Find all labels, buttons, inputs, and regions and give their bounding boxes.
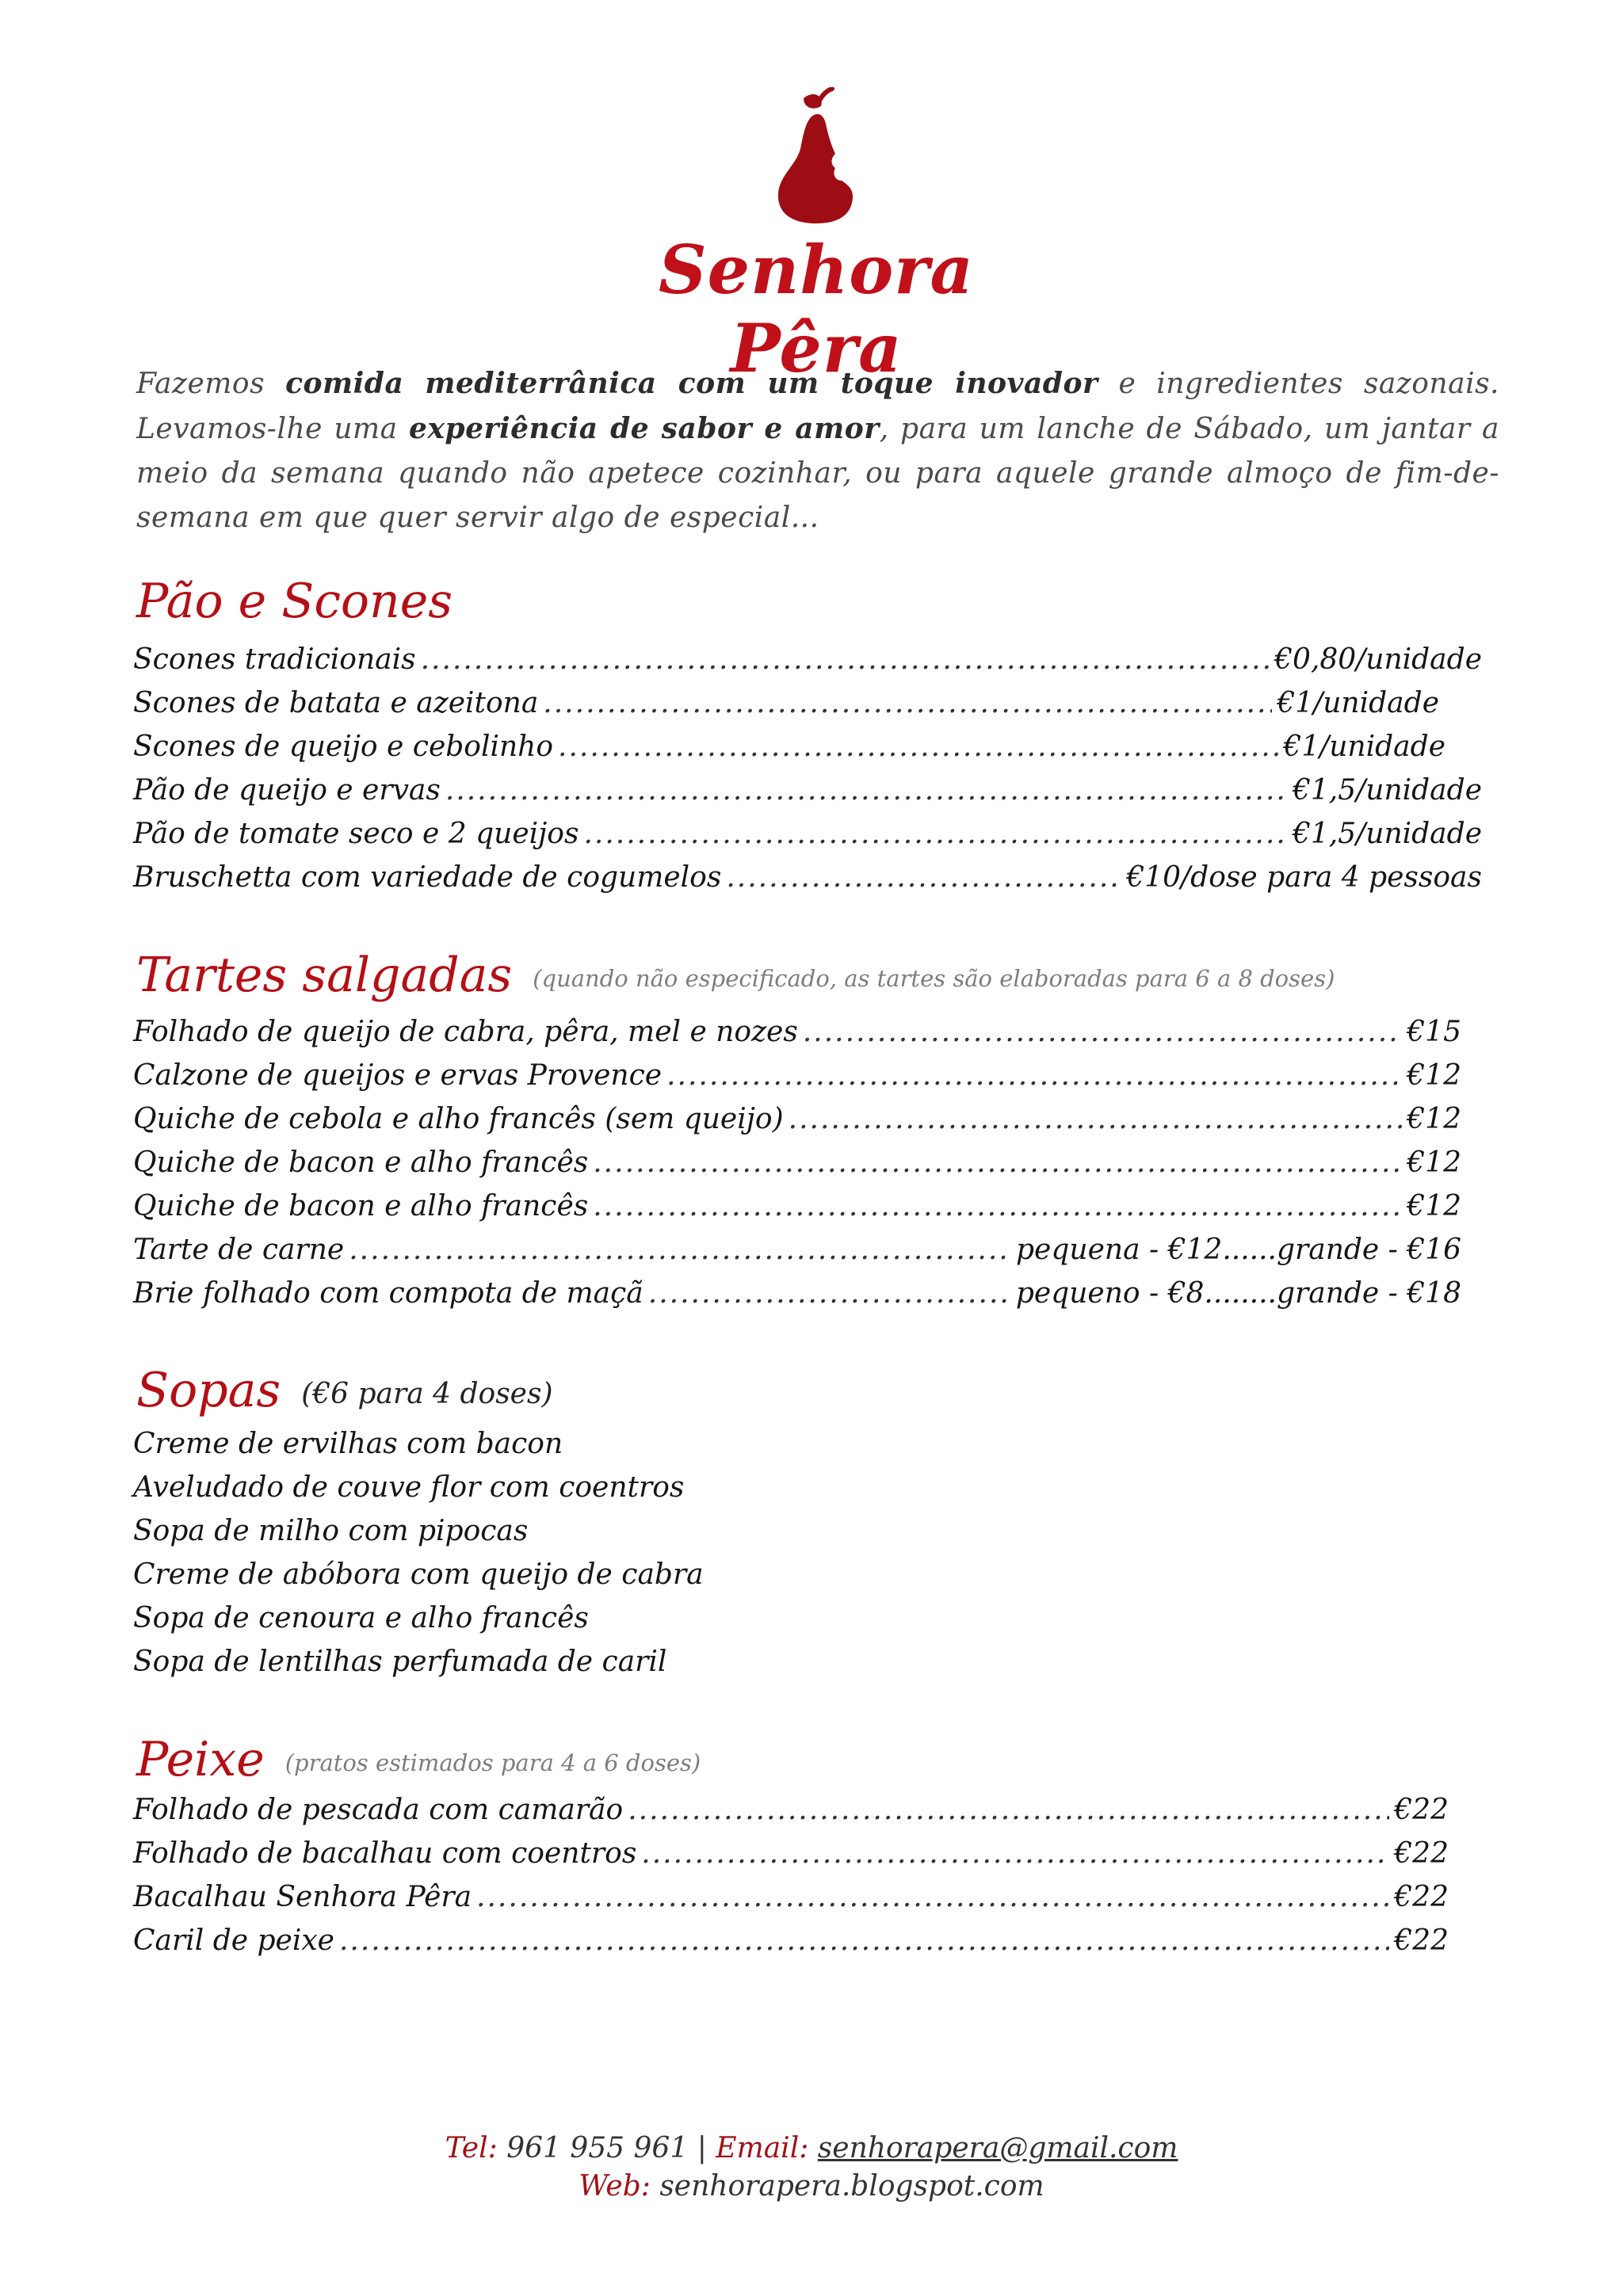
menu-item [133,1234,1461,1277]
pear-logo-icon [769,87,864,226]
item-name: Folhado de bacalhau com coentros [133,1837,637,1870]
leader-dots [339,1924,1389,1957]
leader-dots [558,730,1278,763]
leader-dots [583,818,1288,850]
item-name: Quiche de cebola e alho francês (sem queijo) [133,1103,784,1135]
item-price: pequena - €12......grande - €16 [1016,1234,1461,1266]
item-name: Quiche de bacon e alho francês [133,1190,589,1222]
menu-item: Creme de ervilhas com bacon [133,1428,563,1460]
menu-item [133,774,1482,818]
email-link[interactable]: senhorapera@gmail.com [817,2132,1178,2164]
menu-item: Sopa de cenoura e alho francês [133,1602,589,1634]
section-list-peixe [133,1794,1449,1968]
email-label: Email: [716,2132,809,2164]
menu-item [133,1794,1449,1837]
menu-item [133,643,1482,687]
leader-dots [648,1277,1011,1310]
section-title-text: Tartes salgadas [136,948,513,1003]
item-price: €10/dose para 4 pessoas [1126,861,1482,894]
item-price: €22 [1394,1881,1449,1913]
leader-dots [349,1234,1011,1266]
item-price: €1/unidade [1277,687,1439,719]
item-price: €15 [1407,1016,1461,1048]
item-name: Folhado de pescada com camarão [133,1794,624,1826]
item-name: Scones de queijo e cebolinho [133,730,554,763]
menu-item [133,1277,1461,1321]
item-price: €22 [1394,1837,1449,1870]
menu-item [133,818,1482,861]
leader-dots [666,1059,1402,1092]
item-name: Pão de tomate seco e 2 queijos [133,818,579,850]
leader-dots [641,1837,1389,1870]
section-title-sopas [136,1363,553,1418]
section-list-sopas [133,1428,704,1689]
section-note: (quando não especificado, as tartes são elaboradas para 6 a 8 doses) [533,965,1335,993]
item-name: Bacalhau Senhora Pêra [133,1881,472,1913]
leader-dots [543,687,1272,719]
leader-dots [593,1146,1402,1179]
section-list-pao [133,643,1482,905]
item-price: €22 [1394,1924,1449,1957]
menu-item [133,1146,1461,1190]
menu-item [133,1059,1461,1103]
menu-item: Sopa de milho com pipocas [133,1515,529,1547]
item-price: €1,5/unidade [1292,774,1482,807]
menu-item [133,1837,1449,1881]
leader-dots [726,861,1121,894]
leader-dots [628,1794,1389,1826]
menu-item [133,730,1445,774]
menu-item [133,1190,1461,1234]
item-name: Tarte de carne [133,1234,345,1266]
section-note: (pratos estimados para 4 a 6 doses) [285,1749,701,1777]
leader-dots [476,1881,1389,1913]
item-name: Quiche de bacon e alho francês [133,1146,589,1179]
intro-text: , para um lanche de Sábado, um jantar a meio da semana quando não apetece cozinhar, ou para aquele grande almoço de fim-de-semana em que quer servir algo de especial... [136,413,1500,534]
intro-text: e ingredientes sazonais. Levamos-lhe uma [136,368,1500,445]
web-label: Web: [579,2170,651,2203]
section-note: (€6 para 4 doses) [301,1377,553,1410]
leader-dots [593,1190,1402,1222]
item-price: €0,80/unidade [1274,643,1482,676]
menu-item [133,861,1482,905]
leader-dots [421,643,1270,676]
contact-footer [0,2130,1623,2206]
item-name: Calzone de queijos e ervas Provence [133,1059,663,1092]
item-name: Scones de batata e azeitona [133,687,539,719]
leader-dots [445,774,1288,807]
menu-item: Sopa de lentilhas perfumada de caril [133,1646,667,1678]
item-name: Caril de peixe [133,1924,334,1957]
menu-item: Creme de abóbora com queijo de cabra [133,1558,704,1591]
item-price: pequeno - €8........grande - €18 [1015,1277,1461,1310]
header-logo [618,87,1014,387]
tel-value: 961 955 961 [506,2132,689,2164]
brand-name: Senhora Pêra [659,231,974,387]
section-title-pao: Pão e Scones [136,574,453,629]
item-price: €12 [1407,1190,1461,1222]
intro-highlight: comida mediterrânica com um toque inovador [285,367,1098,400]
section-title-text: Sopas [136,1363,281,1418]
item-price: €12 [1407,1103,1461,1135]
section-title-tartes [136,948,1335,1003]
tel-label: Tel: [445,2132,498,2164]
footer-separator: | [697,2132,707,2164]
item-price: €12 [1407,1059,1461,1092]
menu-item [133,1103,1461,1146]
menu-item [133,1881,1449,1924]
menu-item [133,1016,1461,1059]
item-price: €12 [1407,1146,1461,1179]
menu-item [133,687,1439,730]
web-link[interactable]: senhorapera.blogspot.com [659,2170,1044,2203]
footer-line-1 [0,2130,1623,2168]
section-title-peixe [136,1732,701,1787]
item-name: Scones tradicionais [133,643,416,676]
leader-dots [789,1103,1403,1135]
item-name: Folhado de queijo de cabra, pêra, mel e nozes [133,1016,798,1048]
item-name: Bruschetta com variedade de cogumelos [133,861,722,894]
intro-text: Fazemos [136,368,286,400]
footer-line-2 [0,2168,1623,2206]
item-name: Pão de queijo e ervas [133,774,441,807]
item-price: €1,5/unidade [1292,818,1482,850]
leader-dots [803,1016,1402,1048]
item-name: Brie folhado com compota de maçã [133,1277,643,1310]
menu-item: Aveludado de couve flor com coentros [133,1471,685,1504]
section-list-tartes [133,1016,1461,1321]
section-title-text: Peixe [136,1732,265,1787]
menu-item [133,1924,1449,1968]
intro-paragraph [136,361,1499,540]
item-price: €1/unidade [1283,730,1445,763]
intro-highlight: experiência de sabor e amor [409,412,880,445]
item-price: €22 [1394,1794,1449,1826]
